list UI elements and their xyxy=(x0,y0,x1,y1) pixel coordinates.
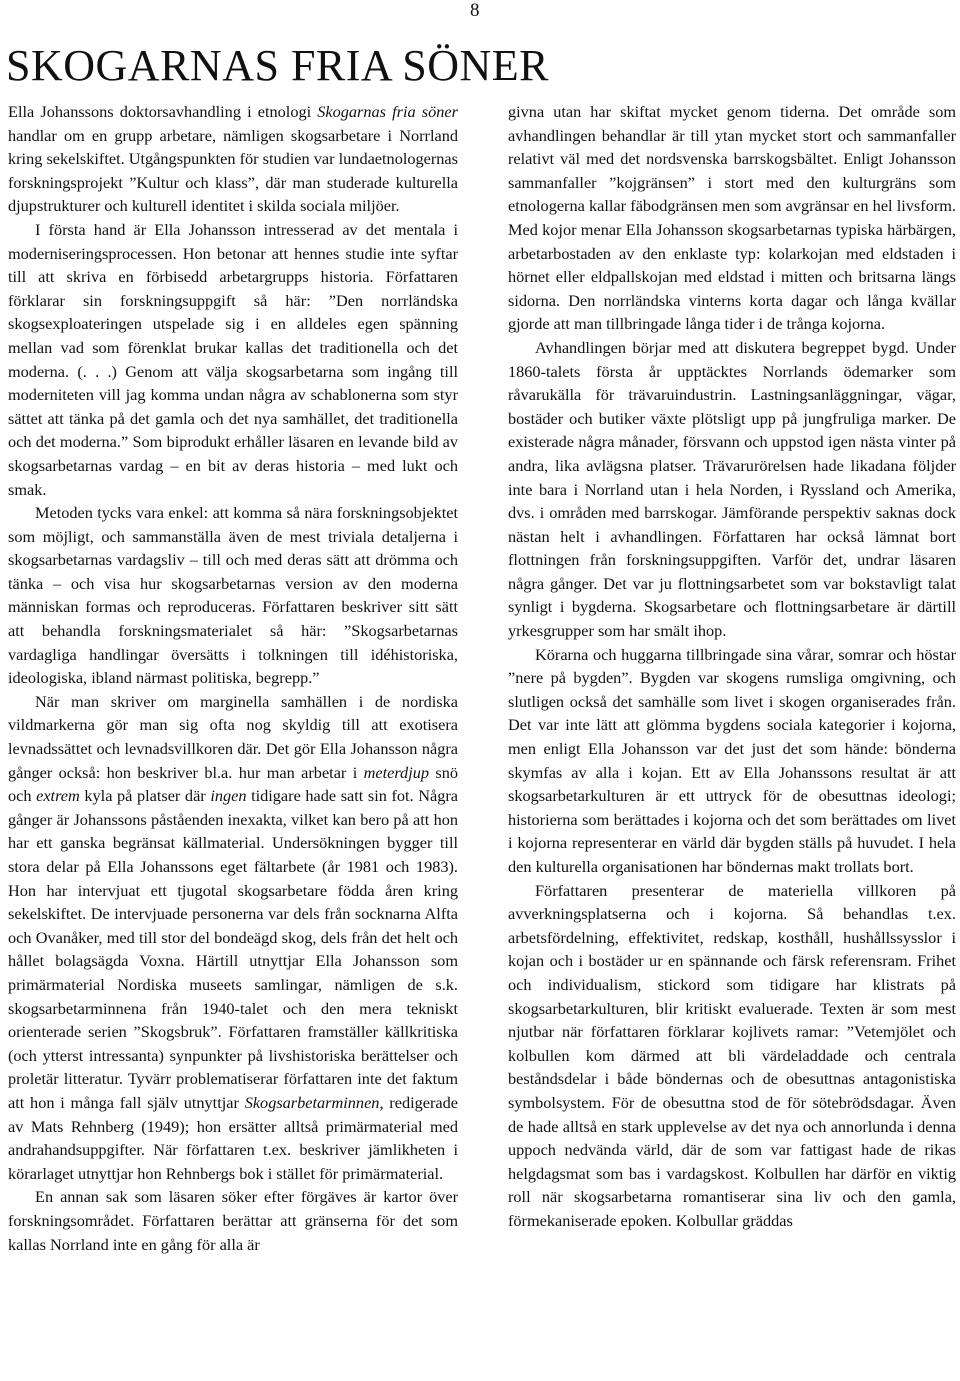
paragraph: givna utan har skiftat mycket genom tiderna. Det område som avhandlingen behandlar är till ytan mycket stort och sammanfaller relativt väl med det nordsvenska barrskogsbältet. Enligt Johansson sammanfaller ”kojgränsen” i stort med den kulturgräns som etnologerna kallar fäbodgränsen men som avgränsar en hel livsform. Med kojor menar Ella Johansson skogsarbetarnas typiska härbärgen, arbetarbostaden av den enklaste typ: kolarkojan med eldstaden i hörnet eller eldpallskojan med eldstad i mitten och britsarna längs sidorna. Den norrländska vinterns korta dagar och långa kvällar gjorde att man tillbringade långa tider i de trånga kojorna. xyxy=(508,102,956,334)
italic-text: meterdjup xyxy=(363,762,430,782)
paragraph: Författaren presenterar de materiella villkoren på avverkningsplatserna och i kojorna. Så behandlas t.ex. arbetsfördelning, effektivitet, redskap, kosthåll, hushållssysslor i kojan och i bostäder ur en spännande och färsk referensram. Frihet och individualism, stickord som tidigare har klistrats på skogsarbetarkulturen, blir kritiskt evaluerade. Texten är som mest njutbar när författaren förklarar kojlivets ramar: ”Vetemjölet och kolbullen kom därmed att bli värdeladdade och centrala beståndsdelar i både böndernas och de obesuttnas antagonistiska symbolsystem. För de obesuttna stod de för sötebrödsdagar. Även de hade alltså en stark upplevelse av det nya och annorlunda i denna uppoch nedvända värld, där de som var fattigast hade de rikas helgdagsmat som bas i vardagskost. Kolbullen har därför en viktig roll när skogsarbetarna romantiserar sina liv och den gamla, förmekaniserade epoken. Kolbullar gräddas xyxy=(508,880,956,1230)
paragraph: När man skriver om marginella samhällen i de nordiska vildmarkerna gör man sig ofta nog skyldig till att exotisera levnadssättet och levnadsvillkoren där. Det gör Ella Johansson några gånger också: hon beskriver bl.a. hur man arbetar i meterdjup snö och extrem kyla på platser där ingen tidigare hade satt sin fot. Några gånger är Johanssons påståenden inexakta, vilket kan bero på att hon har ett ganska begränsat källmaterial. Undersökningen bygger till stora delar på Ella Johanssons eget fältarbete (år 1981 och 1983). Hon har intervjuat ett tjugotal skogsarbetare födda åren kring sekelskiftet. De intervjuade personerna var dels från socknarna Alfta och Ovanåker, med till stor del bondeägd skog, dels från det helt och hållet bolagsägda Voxna. Härtill utnyttjar Ella Johansson som primärmaterial Nordiska museets samlingar, nämligen de s.k. skogsarbetarminnena från 1940-talet och den mera tekniskt orienterade serien ”Skogsbruk”. Författaren framställer källkritiska (och ytterst intressanta) synpunkter på livshistoriska berättelser och proletär litteratur. Tyvärr problematiserar författaren inte det faktum att hon i många fall själv utnyttjar Skogsarbetarminnen, redigerade av Mats Rehnberg (1949); hon ersätter alltså primärmaterial med andrahandsuppgifter. När författaren t.ex. beskriver jämlikheten i körarlaget utnyttjar hon Rehnbergs bok i stället för primärmaterial. xyxy=(8,691,458,1183)
paragraph: Avhandlingen börjar med att diskutera begreppet bygd. Under 1860-talets första år upptäcktes Norrlands ödemarker som råvarukälla för trävaruindustrin. Lastningsanläggningar, vägar, bostäder och butiker växte plötsligt upp på jungfruliga marker. De existerade några månader, försvann och uppstod igen nästa vinter på andra, lika avlägsna platser. Trävarurörelsen hade likadana följder inte bara i Norrland utan i hela Norden, i Ryssland och Amerika, dvs. i områden med barrskogar. Jämförande perspektiv saknas dock nästan helt i avhandlingen. Författaren har också lämnat bort flottningen från forskningsuppgiften. Varför det, undrar läsaren några gånger. Det var ju flottningsarbetet som var bokstavligt talat synligt i bygderna. Skogsarbetare och flottningsarbetare är därtill yrkesgrupper som har smält ihop. xyxy=(508,337,956,641)
paragraph: Metoden tycks vara enkel: att komma så nära forskningsobjektet som möjligt, och sammanställa även de mest triviala detaljerna i skogsarbetarnas vardagsliv – till och med deras sätt att drömma och tänka – och visa hur skogsarbetarnas version av den moderna människan formas och reproduceras. Författaren beskriver sitt sätt att behandla forskningsmaterialet så här: ”Skogsarbetarnas vardagliga handlingar översätts i tolkningen till idéhistoriska, ideologiska, ibland närmast politiska, begrepp.” xyxy=(8,503,458,688)
paragraph: Körarna och huggarna tillbringade sina vårar, somrar och höstar ”nere på bygden”. Bygden var skogens rumsliga omgivning, och slutligen också det samhälle som livet i skogen organiserades från. Det var inte lätt att glömma bygdens sociala kategorier i kojorna, men enligt Ella Johansson var det just det som hände: bönderna skymfas av alla i kojan. Ett av Ella Johanssons resultat är att skogsarbetarkulturen är ett uttryck för de obesuttnas ideologi; historierna som berättades i kojorna och det som berättades om livet i kojorna representerar en värld där bygden ställs på huvudet. I hela den kulturella organisationen har böndernas makt trollats bort. xyxy=(508,644,956,876)
italic-text: Skogarnas fria söner xyxy=(317,102,458,121)
paragraph: Ella Johanssons doktorsavhandling i etnologi Skogarnas fria söner handlar om en grupp arbetare, nämligen skogsarbetare i Norrland kring sekelskiftet. Utgångspunkten för studien var lundaetnologernas forskningsprojekt ”Kultur och klass”, där man studerade kulturella djupstrukturer och kulturell identitet i skilda sociala miljöer. xyxy=(8,102,458,216)
page-number: 8 xyxy=(470,0,480,21)
paragraph: En annan sak som läsaren söker efter förgäves är kartor över forskningsområdet. Författaren berättar att gränserna för det som kallas Norrland inte en gång för alla är xyxy=(8,1187,458,1254)
italic-text: extrem xyxy=(36,786,80,806)
italic-text: Skogsarbetarminnen xyxy=(244,1092,380,1112)
right-column xyxy=(508,100,956,1233)
paragraph: I första hand är Ella Johansson intresserad av det mentala i moderniseringsprocessen. Hon betonar att hennes studie inte syftar till att skriva en förbisedd arbetargrupps historia. Författaren förklarar sin forskningsuppgift så här: ”Den norrländska skogsexploateringen utspelade sig i en alldeles egen spänning mellan vad som förenklat brukar kallas det traditionella och det moderna. (. . .) Genom att välja skogsarbetarna som ingång till moderniteten vill jag komma undan några av schablonerna som styr sättet att tänka på det gamla och det nya samhället, det traditionella och det moderna.” Som biprodukt erhåller läsaren en levande bild av skogsarbetarnas vardag – en bit av deras historia – med lukt och smak. xyxy=(8,219,458,499)
left-column xyxy=(8,100,458,1256)
article-title: SKOGARNAS FRIA SÖNER xyxy=(6,41,550,90)
italic-text: ingen xyxy=(210,786,247,806)
